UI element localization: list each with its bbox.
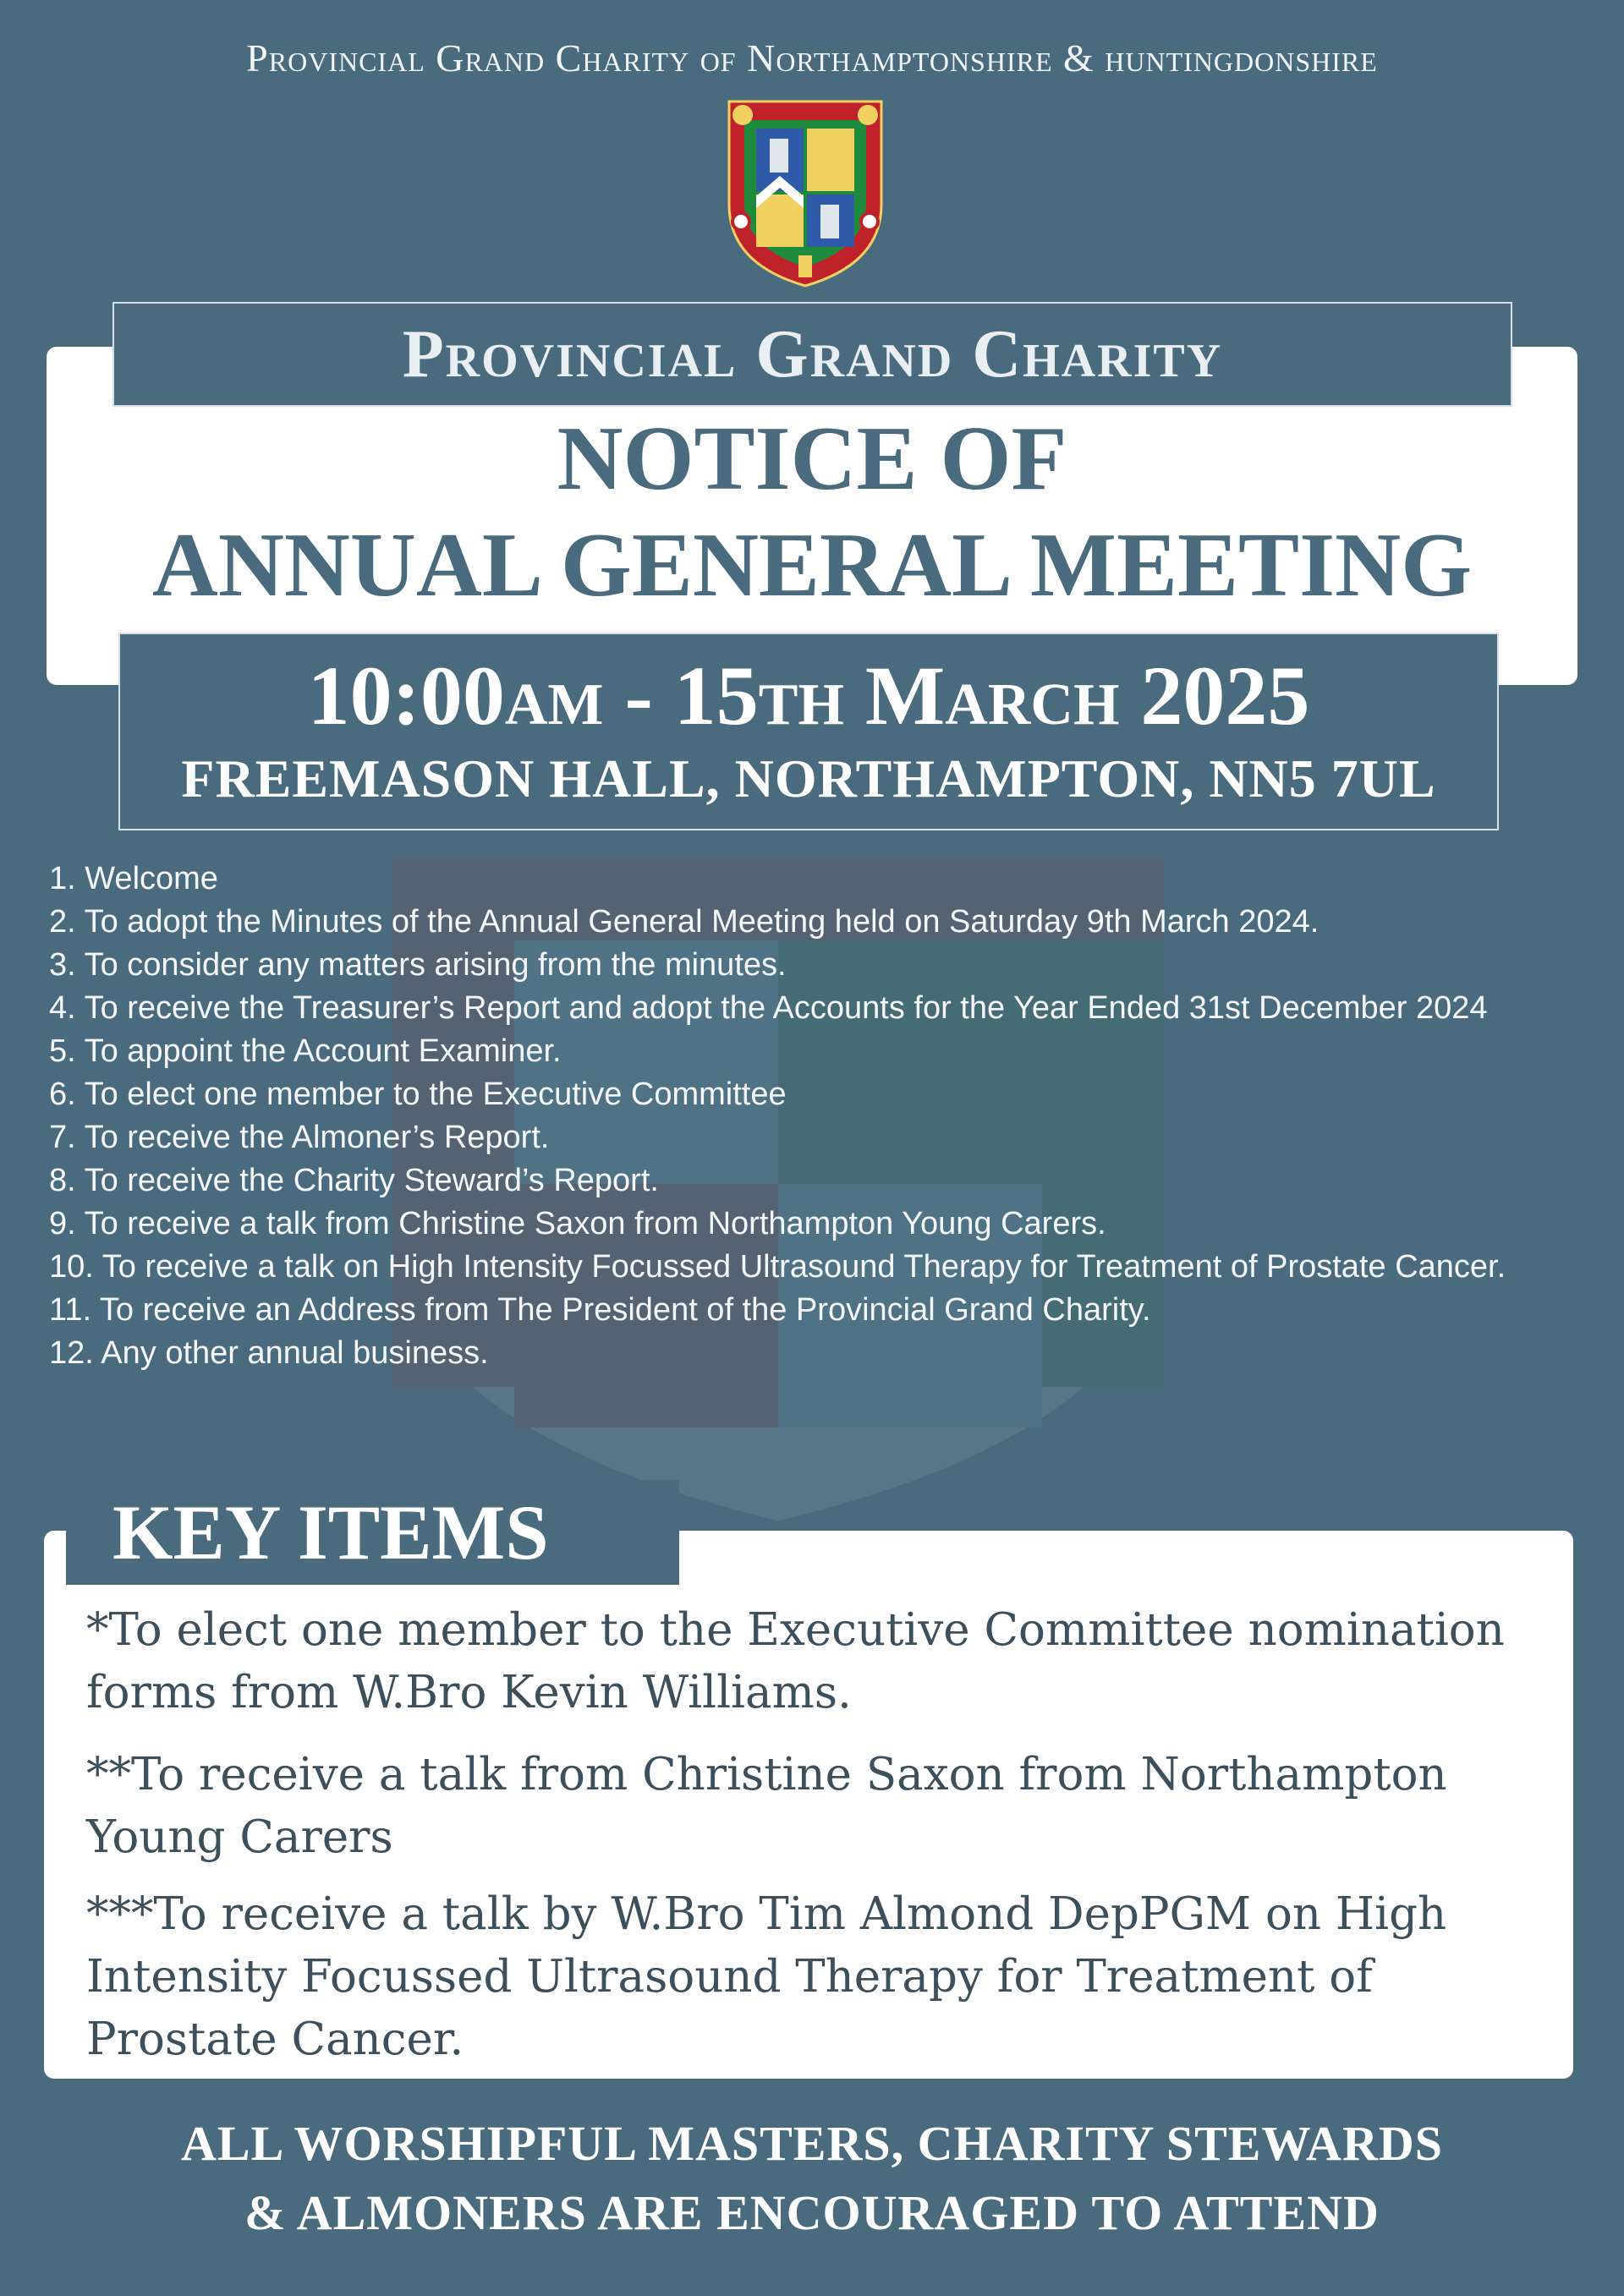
event-time-date: 10:00am - 15th March 2025 [307, 649, 1310, 743]
notice-title-line-2: ANNUAL GENERAL MEETING [151, 515, 1473, 616]
coat-of-arms-icon [721, 95, 890, 289]
attendance-footer [0, 2109, 1624, 2248]
agenda-item: 1. Welcome [49, 861, 218, 896]
charity-title-band: Provincial Grand Charity [112, 302, 1512, 407]
agenda-item: 7. To receive the Almoner’s Report. [49, 1120, 550, 1155]
agenda-item: 2. To adopt the Minutes of the Annual General Meeting held on Saturday 9th March 2024. [49, 904, 1320, 940]
footer-line-1: ALL WORSHIPFUL MASTERS, CHARITY STEWARDS [181, 2116, 1443, 2171]
key-item: ***To receive a talk by W.Bro Tim Almond DepPGM on High Intensity Focussed Ultrasound Therapy for Treatment of Prostate Cancer. [86, 1888, 1447, 2065]
agenda-item: 8. To receive the Charity Steward’s Report. [49, 1163, 659, 1198]
agenda-item: 5. To appoint the Account Examiner. [49, 1033, 562, 1069]
key-items-heading: KEY ITEMS [66, 1480, 679, 1585]
organisation-header: Provincial Grand Charity of Northamptonshire & huntingdonshire [246, 36, 1378, 79]
agenda-item: 3. To consider any matters arising from the minutes. [49, 947, 787, 983]
key-item: *To elect one member to the Executive Committee nomination forms from W.Bro Kevin Williams. [86, 1604, 1505, 1718]
event-venue: FREEMASON HALL, NORTHAMPTON, NN5 7UL [181, 748, 1436, 808]
agenda-item: 4. To receive the Treasurer’s Report and adopt the Accounts for the Year Ended 31st December 2024 [49, 990, 1488, 1026]
agenda-item: 9. To receive a talk from Christine Saxon from Northampton Young Carers. [49, 1206, 1106, 1241]
agenda-list [49, 858, 1580, 1375]
agenda-item: 10. To receive a talk on High Intensity Focussed Ultrasound Therapy for Treatment of Prostate Cancer. [49, 1249, 1506, 1285]
key-item: **To receive a talk from Christine Saxon from Northampton Young Carers [86, 1749, 1447, 1863]
footer-line-2: & ALMONERS ARE ENCOURAGED TO ATTEND [244, 2185, 1380, 2240]
notice-title [47, 406, 1577, 619]
notice-title-line-1: NOTICE OF [557, 408, 1067, 509]
agenda-item: 11. To receive an Address from The President of the Provincial Grand Charity. [49, 1292, 1151, 1328]
agenda-item: 6. To elect one member to the Executive Committee [49, 1077, 787, 1112]
event-details-band [118, 633, 1499, 830]
agenda-item: 12. Any other annual business. [49, 1335, 489, 1371]
